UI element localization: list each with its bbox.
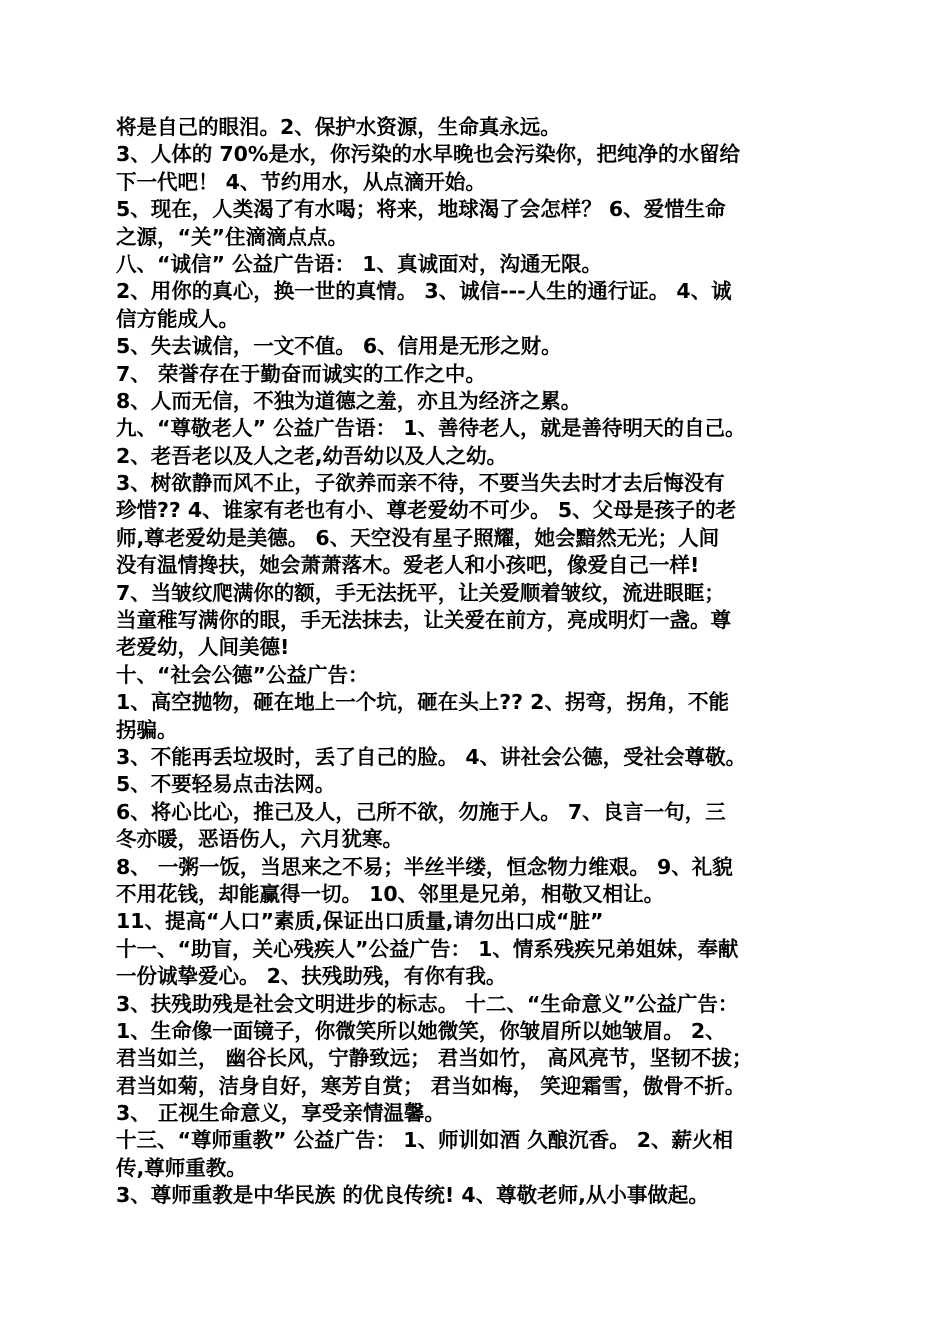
text-line: 老爱幼，人间美德! xyxy=(116,635,290,660)
text-line: 3、人体的 70%是水，你污染的水早晚也会污染你，把纯净的水留给 xyxy=(116,142,740,167)
text-line: 没有温情搀扶，她会萧萧落木。爱老人和小孩吧，像爱自己一样! xyxy=(116,553,700,578)
text-line: 8、人而无信，不独为道德之羞，亦且为经济之累。 xyxy=(116,388,582,413)
section-heading-line: 十、“社会公德”公益广告： xyxy=(116,662,369,687)
text-line: 师,尊老爱幼是美德。 6、天空没有星子照耀，她会黯然无光；人间 xyxy=(116,525,720,550)
section-heading-line: 九、“尊敬老人” 公益广告语： 1、善待老人，就是善待明天的自己。 xyxy=(116,416,746,441)
section-heading-line: 3、扶残助残是社会文明进步的标志。 十二、“生命意义”公益广告： xyxy=(116,991,739,1016)
text-line: 5、失去诚信，一文不值。 6、信用是无形之财。 xyxy=(116,334,562,359)
text-line: 3、不能再丢垃圾时，丢了自己的脸。 4、讲社会公德，受社会尊敬。 xyxy=(116,744,747,769)
text-line: 1、生命像一面镜子，你微笑所以她微笑，你皱眉所以她皱眉。 2、 xyxy=(116,1018,726,1043)
text-line: 不用花钱，却能赢得一切。 10、邻里是兄弟，相敬又相让。 xyxy=(116,881,665,906)
text-line: 11、提高“人口”素质,保证出口质量,请勿出口成“脏” xyxy=(116,909,604,934)
text-line: 下一代吧！ 4、节约用水，从点滴开始。 xyxy=(116,169,486,194)
text-line: 拐骗。 xyxy=(116,717,178,742)
text-line: 3、树欲静而风不止，子欲养而亲不待，不要当失去时才去后悔没有 xyxy=(116,471,725,496)
text-line: 珍惜?? 4、谁家有老也有小、尊老爱幼不可少。 5、父母是孩子的老 xyxy=(116,498,737,523)
text-line: 当童稚写满你的眼，手无法抹去，让关爱在前方，亮成明灯一盏。尊 xyxy=(116,608,731,633)
text-line: 之源，“关”住滴滴点点。 xyxy=(116,224,348,249)
section-heading-line: 八、“诚信” 公益广告语： 1、真诚面对，沟通无限。 xyxy=(116,251,602,276)
document-body xyxy=(116,114,840,1210)
section-heading-line: 十一、“助盲，关心残疾人”公益广告： 1、情系残疾兄弟姐妹，奉献 xyxy=(116,936,739,961)
text-line: 君当如兰， 幽谷长风，宁静致远； 君当如竹， 高风亮节，坚韧不拔； xyxy=(116,1046,753,1071)
text-line: 2、用你的真心，换一世的真情。 3、诚信---人生的通行证。 4、诚 xyxy=(116,279,732,304)
text-line: 7、 荣誉存在于勤奋而诚实的工作之中。 xyxy=(116,361,486,386)
text-line: 冬亦暖，恶语伤人，六月犹寒。 xyxy=(116,827,403,852)
text-line: 1、高空抛物，砸在地上一个坑，砸在头上?? 2、拐弯，拐角，不能 xyxy=(116,690,729,715)
text-line: 6、将心比心，推己及人，己所不欲，勿施于人。 7、良言一句，三 xyxy=(116,799,726,824)
text-line: 君当如菊，洁身自好，寒芳自赏； 君当如梅， 笑迎霜雪，傲骨不折。 xyxy=(116,1073,746,1098)
text-line: 3、尊师重教是中华民族 的优良传统! 4、尊敬老师,从小事做起。 xyxy=(116,1183,709,1208)
text-line: 3、 正视生命意义，享受亲情温馨。 xyxy=(116,1101,445,1126)
section-heading-line: 十三、“尊师重教” 公益广告： 1、师训如酒 久酿沉香。 2、薪火相 xyxy=(116,1128,734,1153)
text-line: 将是自己的眼泪。2、保护水资源，生命真永远。 xyxy=(116,115,561,139)
text-line: 7、当皱纹爬满你的额，手无法抚平，让关爱顺着皱纹，流进眼眶； xyxy=(116,580,725,605)
text-line: 8、 一粥一饭，当思来之不易；半丝半缕，恒念物力维艰。 9、礼貌 xyxy=(116,854,733,879)
text-line: 2、老吾老以及人之老,幼吾幼以及人之幼。 xyxy=(116,443,508,468)
text-line: 信方能成人。 xyxy=(116,306,239,331)
text-line: 传,尊师重教。 xyxy=(116,1155,247,1180)
text-line: 5、不要轻易点击法网。 xyxy=(116,772,336,797)
text-line: 5、现在，人类渴了有水喝；将来，地球渴了会怎样？ 6、爱惜生命 xyxy=(116,197,726,222)
text-line: 一份诚挚爱心。 2、扶残助残，有你有我。 xyxy=(116,964,507,989)
